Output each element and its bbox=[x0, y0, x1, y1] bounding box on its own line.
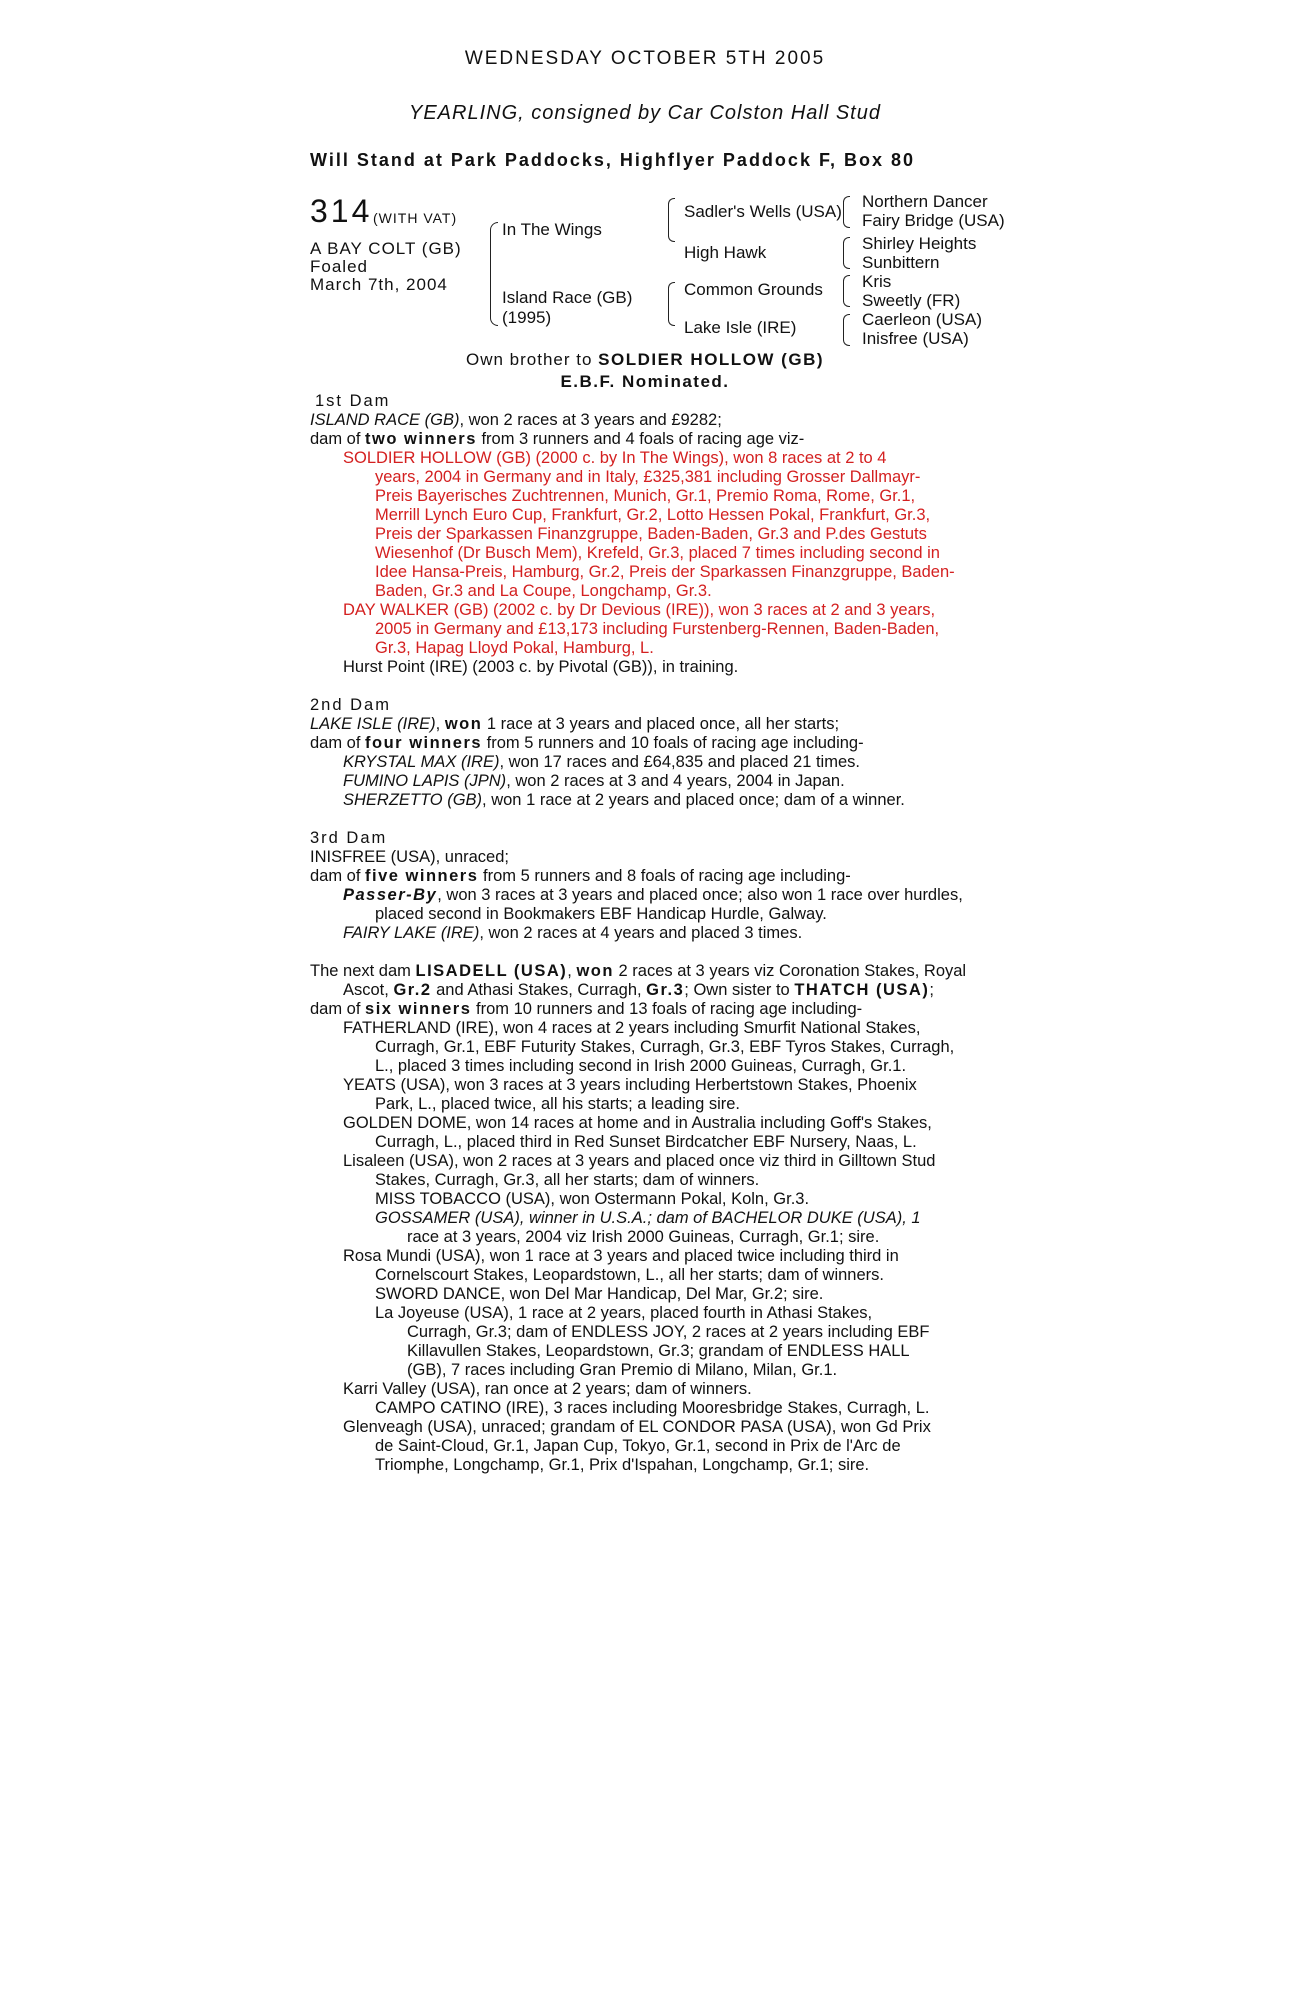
passer-by-entry: Passer-By, won 3 races at 3 years and placed once; also won 1 race over hurdles, bbox=[343, 886, 963, 904]
second-dam-produce: dam of four winners from 5 runners and 10 foals of racing age including- bbox=[310, 734, 864, 752]
krystal-max-entry: KRYSTAL MAX (IRE), won 17 races and £64,835 and placed 21 times. bbox=[343, 753, 860, 771]
consignment-line: YEARLING, consigned by Car Colston Hall Stud bbox=[409, 102, 881, 124]
ds-sire: Kris bbox=[862, 272, 892, 291]
next-dam-line: The next dam LISADELL (USA), won 2 races at 3 years viz Coronation Stakes, Royal bbox=[310, 962, 967, 980]
dam-year: (1995) bbox=[502, 308, 552, 327]
sd-sire: Shirley Heights bbox=[862, 234, 977, 253]
miss-tobacco-entry: MISS TOBACCO (USA), won Ostermann Pokal, Koln, Gr.3. bbox=[375, 1190, 810, 1208]
pedigree-brace bbox=[843, 314, 850, 346]
pedigree-brace bbox=[843, 275, 850, 307]
third-dam-heading: 3rd Dam bbox=[310, 829, 388, 847]
pedigree-brace bbox=[668, 198, 675, 242]
pedigree-brace bbox=[668, 282, 675, 326]
lot-description bbox=[310, 240, 462, 294]
vat-note: (WITH VAT) bbox=[373, 210, 458, 226]
day-walker-entry: DAY WALKER (GB) (2002 c. by Dr Devious (IRE)), won 3 races at 2 and 3 years, 2005 in Germany and £13,173 including Furstenberg-Rennen, Baden-Baden, Gr.3, Hapag Lloyd Pokal, Hamburg, L. bbox=[343, 601, 940, 657]
campo-catino-entry: CAMPO CATINO (IRE), 3 races including Mooresbridge Stakes, Curragh, L. bbox=[375, 1399, 930, 1417]
sire-dam: High Hawk bbox=[684, 243, 767, 262]
next-dam-produce: dam of six winners from 10 runners and 13 foals of racing age including- bbox=[310, 1000, 863, 1018]
yeats-entry: YEATS (USA), won 3 races at 3 years including Herbertstown Stakes, Phoenix Park, L., placed twice, all his starts; a leading sire. bbox=[343, 1076, 917, 1113]
dam-sire: Common Grounds bbox=[684, 280, 823, 299]
pedigree-brace bbox=[843, 237, 850, 269]
passer-by-entry-cont: placed second in Bookmakers EBF Handicap Hurdle, Galway. bbox=[375, 905, 827, 923]
golden-dome-entry: GOLDEN DOME, won 14 races at home and in Australia including Goff's Stakes, Curragh, L., placed third in Red Sunset Birdcatcher EBF Nursery, Naas, L. bbox=[343, 1114, 932, 1151]
next-dam-line-cont: Ascot, Gr.2 and Athasi Stakes, Curragh, Gr.3; Own sister to THATCH (USA); bbox=[343, 981, 934, 999]
fairy-lake-entry: FAIRY LAKE (IRE), won 2 races at 4 years and placed 3 times. bbox=[343, 924, 803, 942]
dam-dam: Lake Isle (IRE) bbox=[684, 318, 797, 337]
glenveagh-entry: Glenveagh (USA), unraced; grandam of EL CONDOR PASA (USA), won Gd Prix de Saint-Cloud, Gr.1, Japan Cup, Tokyo, Gr.1, second in Prix de l'Arc de Triomphe, Longchamp, Gr.1, Prix d'Ispahan, Longchamp, Gr.1; sire. bbox=[343, 1418, 931, 1474]
third-dam-produce: dam of five winners from 5 runners and 8 foals of racing age including- bbox=[310, 867, 851, 885]
lisaleen-entry: Lisaleen (USA), won 2 races at 3 years and placed once viz third in Gilltown Stud Stakes, Curragh, Gr.3, all her starts; dam of winners. bbox=[343, 1152, 936, 1189]
sherzetto-entry: SHERZETTO (GB), won 1 race at 2 years and placed once; dam of a winner. bbox=[343, 791, 905, 809]
dd-dam: Inisfree (USA) bbox=[862, 329, 969, 348]
brother-note: Own brother to SOLDIER HOLLOW (GB) bbox=[465, 350, 825, 369]
ss-dam: Fairy Bridge (USA) bbox=[862, 211, 1005, 230]
fatherland-entry: FATHERLAND (IRE), won 4 races at 2 years including Smurfit National Stakes, Curragh, Gr.1, EBF Futurity Stakes, Curragh, Gr.3, EBF Tyros Stakes, Curragh, L., placed 3 times including second in Irish 2000 Guineas, Curragh, Gr.1. bbox=[343, 1019, 955, 1075]
foaled-label: Foaled bbox=[310, 257, 368, 276]
ss-sire: Northern Dancer bbox=[862, 192, 988, 211]
first-dam-produce: dam of two winners from 3 runners and 4 foals of racing age viz- bbox=[310, 430, 805, 448]
sire-sire: Sadler's Wells (USA) bbox=[684, 202, 842, 221]
brother-name: SOLDIER HOLLOW (GB) bbox=[598, 350, 825, 369]
second-dam-heading: 2nd Dam bbox=[310, 696, 391, 714]
lot-number: 314 bbox=[310, 193, 373, 229]
sale-date: WEDNESDAY OCTOBER 5TH 2005 bbox=[464, 48, 826, 69]
karri-valley-entry: Karri Valley (USA), ran once at 2 years; dam of winners. bbox=[343, 1380, 752, 1398]
la-joyeuse-entry: La Joyeuse (USA), 1 race at 2 years, placed fourth in Athasi Stakes, Curragh, Gr.3; dam of ENDLESS JOY, 2 races at 2 years including EBF Killavullen Stakes, Leopardstown, Gr.3; grandam of ENDLESS HALL (GB), 7 races including Gran Premio di Milano, Milan, Gr.1. bbox=[375, 1304, 930, 1379]
ebf-note: E.B.F. Nominated. bbox=[560, 372, 730, 391]
first-dam-heading: 1st Dam bbox=[315, 392, 391, 410]
pedigree-brace bbox=[490, 222, 498, 326]
rosa-mundi-entry: Rosa Mundi (USA), won 1 race at 3 years and placed twice including third in Cornelscourt Stakes, Leopardstown, L., all her starts; dam of winners. bbox=[343, 1247, 899, 1284]
ds-dam: Sweetly (FR) bbox=[862, 291, 961, 310]
sd-dam: Sunbittern bbox=[862, 253, 940, 272]
gossamer-entry: GOSSAMER (USA), winner in U.S.A.; dam of BACHELOR DUKE (USA), 1 race at 3 years, 2004 viz Irish 2000 Guineas, Curragh, Gr.1; sire. bbox=[375, 1209, 921, 1246]
pedigree-brace bbox=[843, 196, 850, 228]
dam: Island Race (GB) bbox=[502, 288, 633, 307]
third-dam-line: INISFREE (USA), unraced; bbox=[310, 848, 509, 866]
second-dam-line: LAKE ISLE (IRE), won 1 race at 3 years and placed once, all her starts; bbox=[310, 715, 840, 733]
horse-description: A BAY COLT (GB) bbox=[310, 239, 462, 258]
sire: In The Wings bbox=[502, 220, 602, 239]
hurst-point-entry: Hurst Point (IRE) (2003 c. by Pivotal (GB)), in training. bbox=[343, 658, 739, 676]
first-dam-line: ISLAND RACE (GB), won 2 races at 3 years and £9282; bbox=[310, 411, 722, 429]
foaled-date: March 7th, 2004 bbox=[310, 275, 448, 294]
fumino-lapis-entry: FUMINO LAPIS (JPN), won 2 races at 3 and 4 years, 2004 in Japan. bbox=[343, 772, 845, 790]
stand-location: Will Stand at Park Paddocks, Highflyer Paddock F, Box 80 bbox=[310, 150, 915, 170]
soldier-hollow-entry: SOLDIER HOLLOW (GB) (2000 c. by In The Wings), won 8 races at 2 to 4 years, 2004 in Germany and in Italy, £325,381 including Grosser Dallmayr- Preis Bayerisches Zuchtrennen, Munich, Gr.1, Premio Roma, Rome, Gr.1, Merrill Lynch Euro Cup, Frankfurt, Gr.2, Lotto Hessen Pokal, Frankfurt, Gr.3, Preis der Sparkassen Finanzgruppe, Baden-Baden, Gr.3 and P.des Gestuts Wiesenhof (Dr Busch Mem), Krefeld, Gr.3, placed 7 times including second in Idee Hansa-Preis, Hamburg, Gr.2, Preis der Sparkassen Finanzgruppe, Baden- Baden, Gr.3 and La Coupe, Longchamp, Gr.3. bbox=[343, 449, 955, 600]
dd-sire: Caerleon (USA) bbox=[862, 310, 982, 329]
catalogue-body bbox=[310, 392, 990, 1475]
sword-dance-entry: SWORD DANCE, won Del Mar Handicap, Del Mar, Gr.2; sire. bbox=[375, 1285, 824, 1303]
